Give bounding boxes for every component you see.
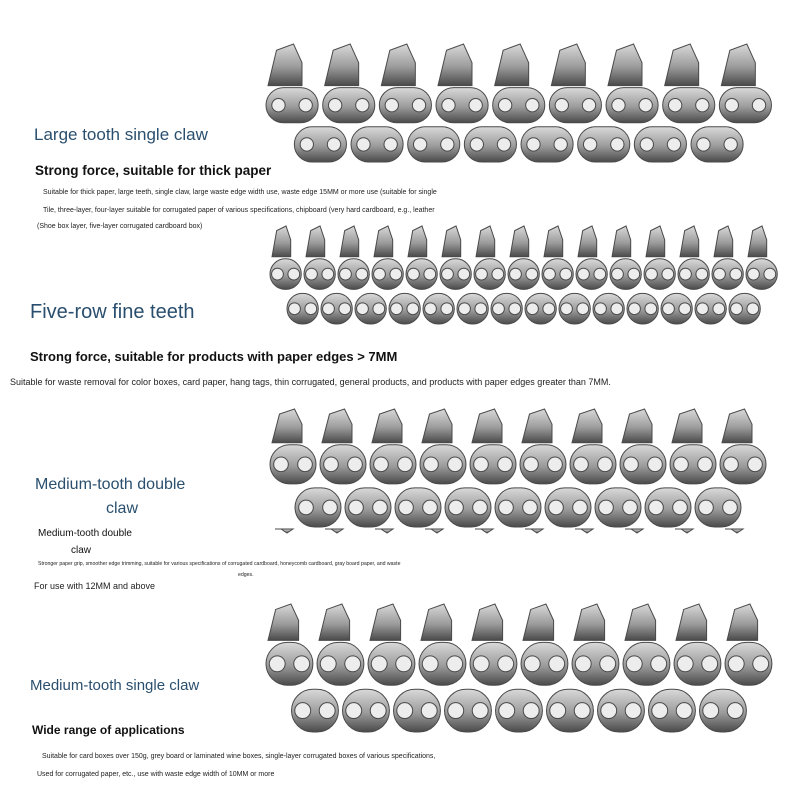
large-tooth-single-claw-chain-image bbox=[258, 40, 788, 170]
medium-tooth-double-claw-chain-image bbox=[262, 405, 782, 535]
section-desc-line: edges. bbox=[238, 572, 254, 578]
section-title-single-claw: Medium-tooth single claw bbox=[30, 677, 200, 694]
medium-tooth-single-claw-chain-image bbox=[258, 600, 788, 740]
section-subtitle-five-row: Strong force, suitable for products with paper edges > 7MM bbox=[30, 349, 398, 364]
section-subtitle-large-tooth: Strong force, suitable for thick paper bbox=[35, 163, 272, 178]
section-desc-line: Used for corrugated paper, etc., use with waste edge width of 10MM or more bbox=[37, 771, 275, 778]
section-title-large-tooth: Large tooth single claw bbox=[34, 125, 208, 144]
section-title-double-claw-line2: claw bbox=[106, 500, 139, 517]
section-desc-line: Tile, three-layer, four-layer suitable for corrugated paper of various specifications, chipboard (very hard cardboard, e.g., leather bbox=[43, 207, 435, 214]
section-subtitle-double-claw-line2: claw bbox=[71, 545, 92, 556]
section-desc-line: (Shoe box layer, five-layer corrugated cardboard box) bbox=[37, 223, 203, 230]
section-desc-line: Suitable for waste removal for color boxes, card paper, hang tags, thin corrugated, general products, and products with paper edges greater than 7MM. bbox=[10, 377, 611, 387]
section-subtitle-double-claw: Medium-tooth double bbox=[38, 528, 132, 539]
section-subtitle-single-claw: Wide range of applications bbox=[32, 723, 185, 737]
five-row-fine-teeth-chain-image bbox=[262, 222, 792, 332]
section-desc-line: For use with 12MM and above bbox=[34, 581, 156, 591]
section-title-double-claw: Medium-tooth double bbox=[35, 476, 186, 493]
section-title-five-row: Five-row fine teeth bbox=[30, 301, 195, 323]
section-desc-line: Suitable for card boxes over 150g, grey board or laminated wine boxes, single-layer corrugated boxes of various specifications, bbox=[42, 753, 436, 760]
section-desc-line: Suitable for thick paper, large teeth, single claw, large waste edge width use, waste edge 15MM or more use (suitable for single bbox=[43, 189, 437, 196]
section-desc-line: Stronger paper grip, smoother edge trimming, suitable for various specifications of corrugated cardboard, honeycomb cardboard, gray board paper, and waste bbox=[38, 561, 401, 567]
